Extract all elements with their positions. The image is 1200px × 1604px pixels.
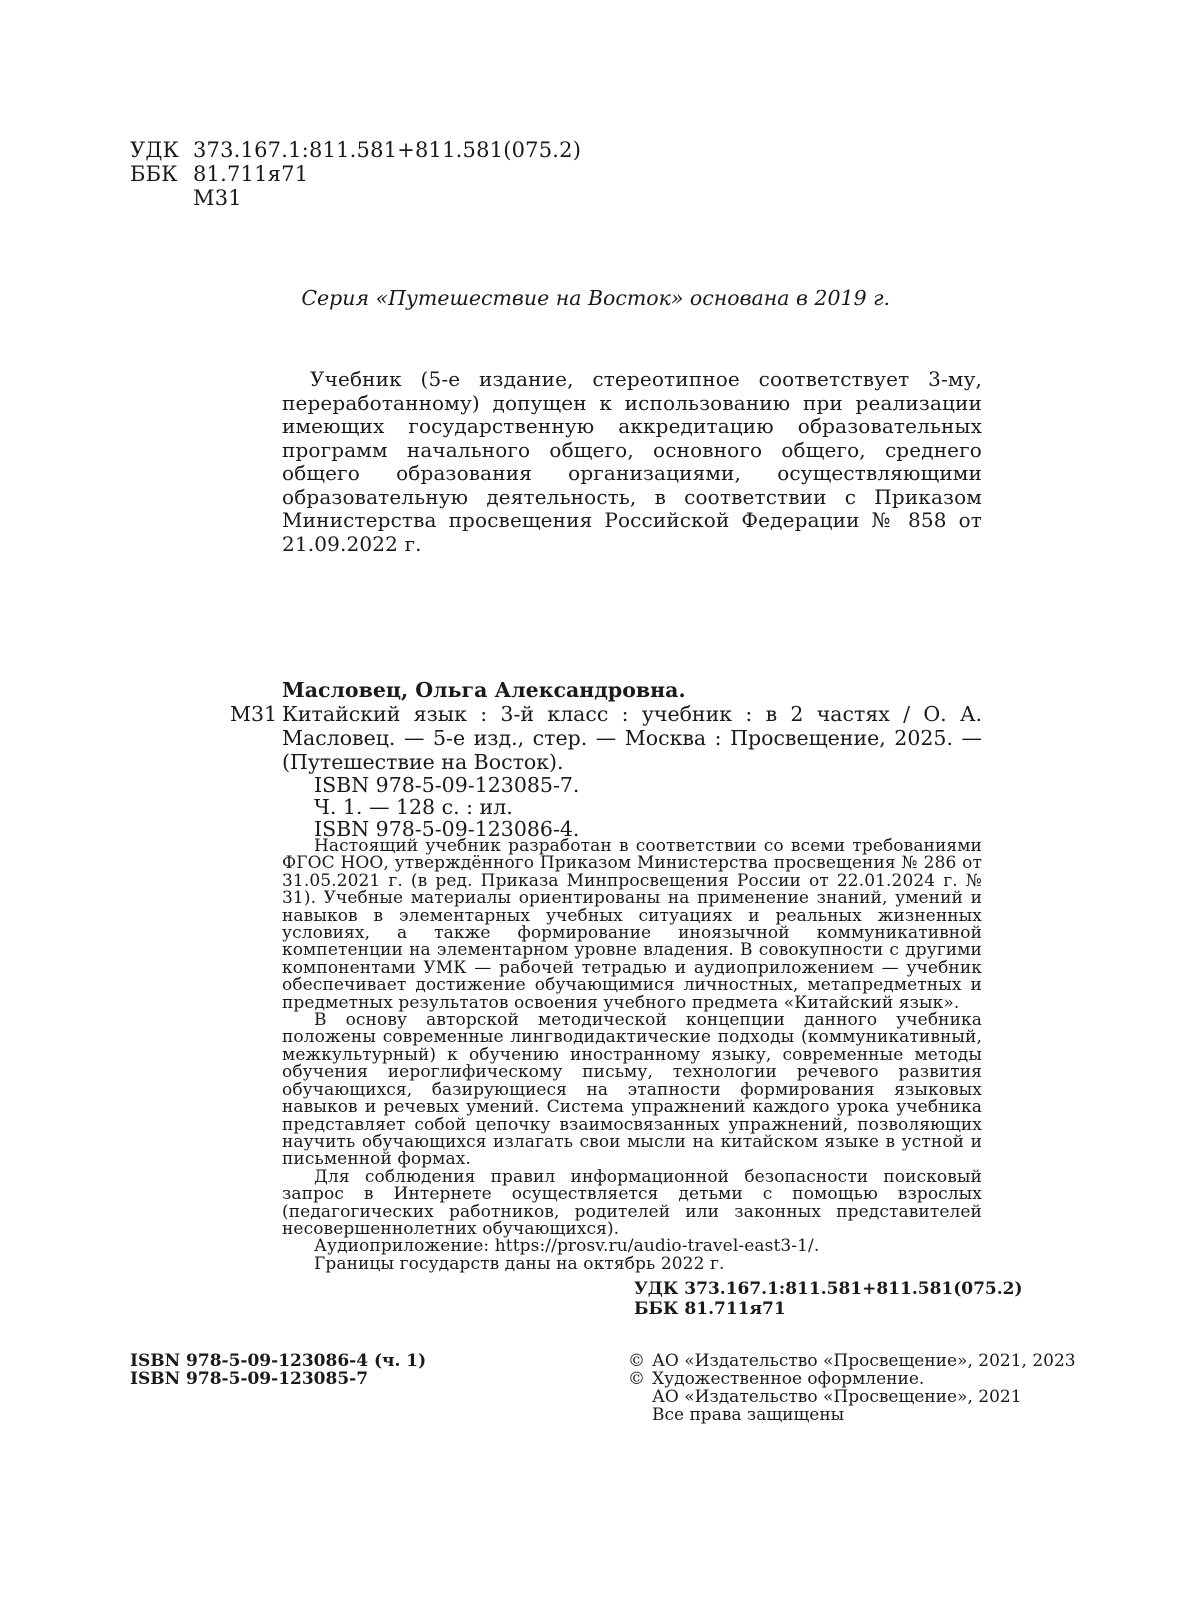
annotation-paragraph: Настоящий учебник разработан в соответствии со всеми требованиями ФГОС НОО, утверждённого Приказом Министерства просвещения № 286 от 31.05.2021 г. (в ред. Приказа Минпросвещения России от 22.01.2024 г. № 31). Учебные материалы ориентированы на применение знаний, умений и навыков в элементарных учебных ситуациях и реальных жизненных условиях, а также формирование иноязычной коммуникативной компетенции на элементарном уровне владения. В совокупности с другими компонентами УМК — рабочей тетрадью и аудиоприложением — учебник обеспечивает достижение обучающимися личностных, метапредметных и предметных результатов освоения учебного предмета «Китайский язык». xyxy=(282,836,982,1013)
isbn-item: ISBN 978-5-09-123086-4 (ч. 1) xyxy=(130,1351,427,1371)
footer-classification xyxy=(634,1279,1023,1319)
card-isbn-block xyxy=(314,774,579,840)
udk-value: 373.167.1:811.581+811.581(075.2) xyxy=(193,138,582,162)
copyright-block xyxy=(628,1351,1076,1425)
card-isbn-set: ISBN 978-5-09-123085-7. xyxy=(314,773,580,797)
series-note: Серия «Путешествие на Восток» основана в 2019 г. xyxy=(301,286,890,310)
bbk-label: ББК xyxy=(130,162,178,186)
author-mark-row xyxy=(130,186,581,210)
footer-udk: УДК 373.167.1:811.581+811.581(075.2) xyxy=(634,1279,1023,1299)
card-description: Китайский язык : 3-й класс : учебник : в 2 частях / О. А. Масловец. — 5-е изд., стер. — Москва : Просвещение, 2025. — (Путешествие на Восток). xyxy=(282,702,982,774)
copyright-line: АО «Издательство «Просвещение», 2021 xyxy=(652,1387,1022,1407)
card-isbn-part: ISBN 978-5-09-123086-4. xyxy=(314,817,580,841)
rights-reserved: Все права защищены xyxy=(652,1405,845,1425)
isbn-item: ISBN 978-5-09-123085-7 xyxy=(130,1369,369,1389)
copyright-line: © Художественное оформление. xyxy=(628,1369,925,1389)
card-code: М31 xyxy=(230,702,278,726)
annotation-paragraph: Для соблюдения правил информационной безопасности поисковый запрос в Интернете осуществляется детьми с помощью взрослых (педагогических работников, родителей или законных представителей несовершеннолетних обучающихся). xyxy=(282,1166,982,1239)
isbn-list xyxy=(130,1352,426,1388)
annotation xyxy=(282,838,982,1273)
approval-text: Учебник (5-е издание, стереотипное соответствует 3-му, переработанному) допущен к использованию при реализации имеющих государственную аккредитацию образовательных программ начального общего, основного общего, среднего общего образования организациями, осуществляющими образовательную деятельность, в соответствии с Приказом Министерства просвещения Российской Федерации № 858 от 21.09.2022 г. xyxy=(282,367,982,556)
annotation-paragraph: В основу авторской методической концепции данного учебника положены современные лингводидактические подходы (коммуникативный, межкультурный) к обучению иностранному языку, современные методы обучения иероглифическому письму, технологии речевого развития обучающихся, базирующиеся на этапности формирования языковых навыков и речевых умений. Система упражнений каждого урока учебника представляет собой цепочку взаимосвязанных упражнений, позволяющих научить обучающихся излагать свои мысли на китайском языке в устной и письменной формах. xyxy=(282,1010,982,1170)
bbk-row xyxy=(130,162,581,186)
udk-label: УДК xyxy=(130,138,180,162)
classification-block xyxy=(130,138,581,210)
copyright-line: © АО «Издательство «Просвещение», 2021, 2023 xyxy=(628,1351,1076,1371)
audio-link-line: Аудиоприложение: https://prosv.ru/audio-travel-east3-1/. xyxy=(314,1236,820,1257)
footer-bbk: ББК 81.711я71 xyxy=(634,1299,786,1319)
bbk-value: 81.711я71 xyxy=(193,162,309,186)
card-author: Масловец, Ольга Александровна. xyxy=(282,678,686,702)
udk-row xyxy=(130,138,581,162)
copyright-symbol: © xyxy=(628,1369,645,1389)
copyright-symbol: © xyxy=(628,1351,645,1371)
borders-note: Границы государств даны на октябрь 2022 г. xyxy=(314,1253,725,1274)
card-part: Ч. 1. — 128 с. : ил. xyxy=(314,795,513,819)
author-mark: М31 xyxy=(193,186,242,210)
